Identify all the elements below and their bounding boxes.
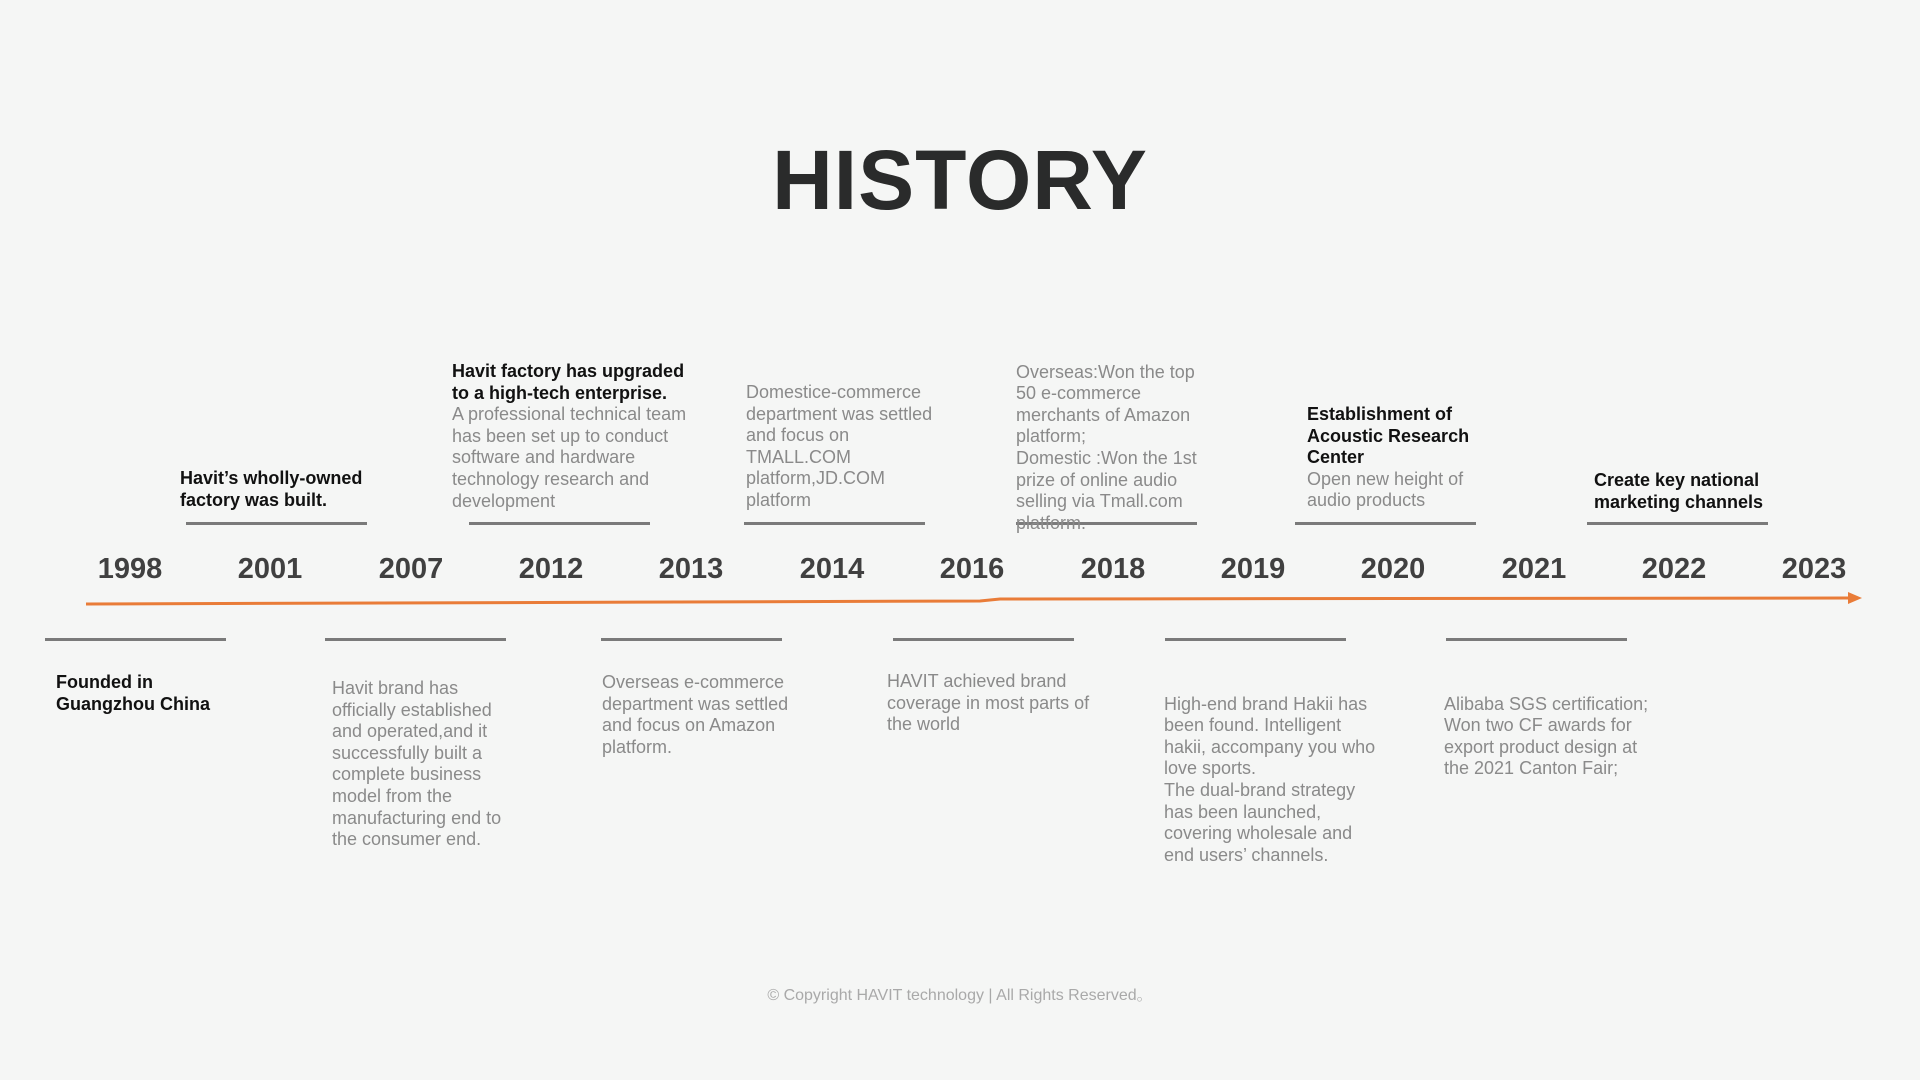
event-divider [1446,638,1627,641]
event-description: A professional technical team has been set up to conduct software and hardware technology research and development [452,404,687,511]
event-heading: Establishment of Acoustic Research Center [1307,404,1470,468]
event-divider [325,638,506,641]
event-2013 [602,672,802,758]
event-description: High-end brand Hakii has been found. Intelligent hakii, accompany you who love sports. The dual-brand strategy has been launched, covering wholesale and end users’ channels. [1164,693,1376,865]
event-divider [1295,522,1476,525]
event-divider [744,522,925,525]
event-heading: Founded in Guangzhou China [56,672,210,714]
event-heading: Create key national marketing channels [1594,470,1764,512]
event-divider [186,522,367,525]
year-label: 2012 [518,553,584,585]
year-label: 2021 [1501,553,1567,585]
event-divider [469,522,650,525]
event-description: Havit brand has officially established and operated,and it successfully built a complete business model from the manufacturing end to the consumer end. [332,678,502,850]
event-2018 [1016,340,1211,556]
year-label: 1998 [97,553,163,585]
event-divider [45,638,226,641]
event-heading: Havit’s wholly-owned factory was built. [180,468,363,510]
event-2020 [1307,404,1487,512]
event-2016 [887,671,1102,736]
event-2021 [1444,672,1659,802]
year-label: 2001 [237,553,303,585]
year-label: 2019 [1220,553,1286,585]
event-2012 [452,361,702,512]
event-2022 [1594,470,1784,513]
copyright-text: © Copyright HAVIT technology | All Rights Reserved。 [767,987,1153,1004]
year-label: 2018 [1080,553,1146,585]
year-label: 2007 [378,553,444,585]
event-description: Overseas:Won the top 50 e-commerce merchants of Amazon platform; Domestic :Won the 1st prize of online audio selling via Tmall.com platform. [1016,361,1197,533]
event-description: Alibaba SGS certification; Won two CF awards for export product design at the 2021 Canton Fair; [1444,693,1649,779]
year-label: 2014 [799,553,865,585]
year-label: 2013 [658,553,724,585]
event-2001 [180,468,395,511]
event-2007 [332,678,510,851]
event-heading: Havit factory has upgraded to a high-tech enterprise. [452,361,685,403]
event-1998 [56,672,231,715]
event-description: Domestice-commerce department was settled and focus on TMALL.COM platform,JD.COM platform [746,382,933,510]
event-2014 [746,382,946,512]
year-label: 2023 [1781,553,1847,585]
event-description: HAVIT achieved brand coverage in most parts of the world [887,671,1090,735]
year-label: 2016 [939,553,1005,585]
event-divider [893,638,1074,641]
event-divider [1587,522,1768,525]
year-label: 2020 [1360,553,1426,585]
event-2019 [1164,672,1379,888]
year-label: 2022 [1641,553,1707,585]
event-description: Open new height of audio products [1307,468,1464,511]
event-divider [1165,638,1346,641]
event-description: Overseas e-commerce department was settled and focus on Amazon platform. [602,672,789,757]
page-title: HISTORY [772,133,1148,227]
event-divider [601,638,782,641]
